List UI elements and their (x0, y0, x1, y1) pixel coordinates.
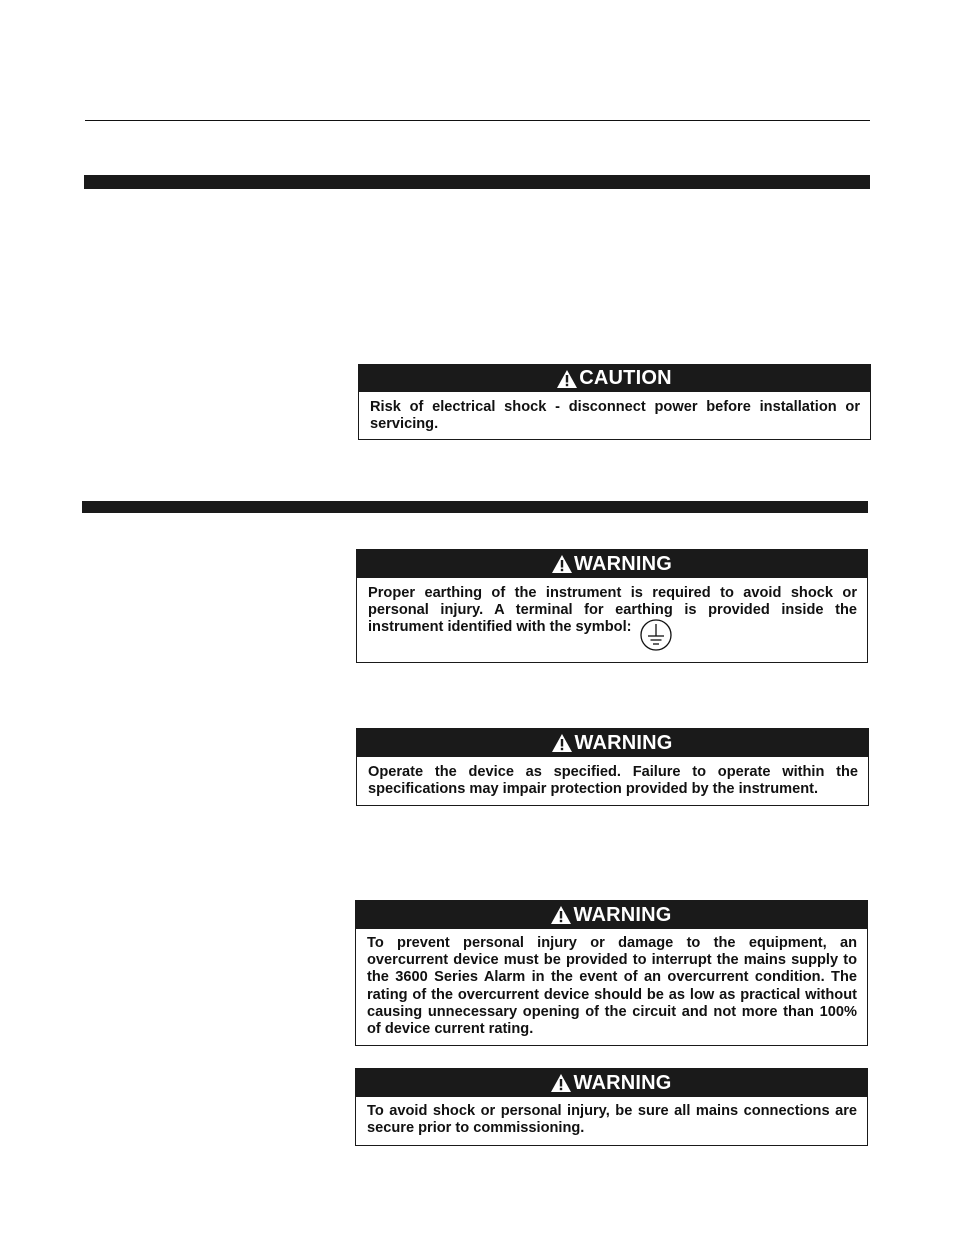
section-bar-middle (82, 501, 868, 513)
warning-overcurrent-text: To prevent personal injury or damage to the equipment, an overcurrent device must be provided to interrupt the mains supply to the 3600 Series Alarm in the event of an overcurrent condition. The rating of the overcurrent device should be as low as practical without causing unnecessary opening of the circuit and not more than 100% of device current rating. (367, 935, 857, 1038)
warning-overcurrent-box (355, 900, 868, 1046)
warning-operate-heading: WARNING (574, 731, 673, 754)
warning-earthing-heading: WARNING (573, 552, 673, 575)
warning-earthing-header (357, 550, 867, 578)
caution-heading: CAUTION (579, 367, 672, 389)
warning-earthing-text: Proper earthing of the instrument is required to avoid shock or personal injury. A terminal for earthing is provided inside the instrument identified with the symbol: (368, 585, 857, 636)
warning-mains-heading: WARNING (573, 1071, 672, 1094)
warning-overcurrent-heading: WARNING (573, 903, 672, 926)
header-rule (85, 120, 870, 121)
section-bar-top (84, 175, 870, 189)
warning-operate-text: Operate the device as specified. Failure to operate within the specifications may impair protection provided by the instrument. (368, 764, 858, 798)
caution-box (358, 364, 871, 440)
warning-mains-box (355, 1068, 868, 1146)
warning-triangle-icon (551, 906, 571, 924)
warning-overcurrent-header (356, 901, 867, 929)
warning-operate-header (357, 729, 868, 757)
warning-triangle-icon (557, 370, 577, 388)
caution-text: Risk of electrical shock - disconnect power before installation or servicing. (370, 399, 860, 433)
caution-header (359, 365, 870, 392)
warning-operate-box (356, 728, 869, 806)
warning-triangle-icon (552, 734, 572, 752)
warning-mains-header (356, 1069, 867, 1097)
warning-triangle-icon (552, 555, 572, 573)
warning-earthing-body (357, 578, 867, 643)
warning-triangle-icon (551, 1074, 571, 1092)
warning-mains-text: To avoid shock or personal injury, be sure all mains connections are secure prior to commissioning. (367, 1103, 857, 1137)
warning-earthing-box (356, 549, 868, 663)
protective-earth-icon (639, 618, 673, 652)
